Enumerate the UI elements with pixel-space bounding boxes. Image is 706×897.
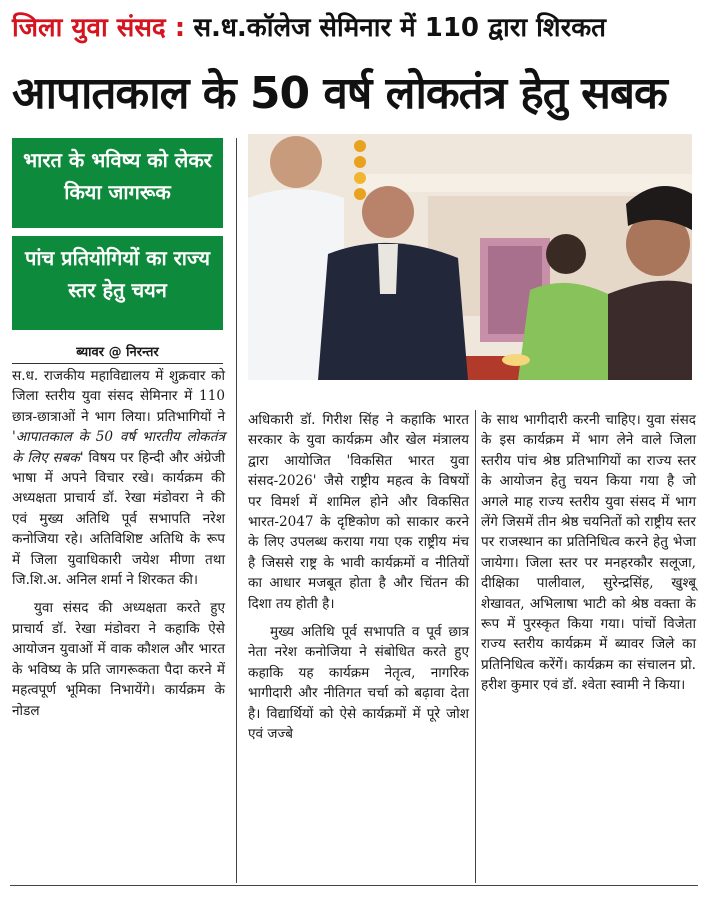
news-photo [248,134,692,380]
byline: ब्यावर @ निरन्तर [12,342,223,364]
column-rule-1 [236,138,237,883]
article-column-2 [248,410,469,890]
paragraph: युवा संसद की अध्यक्षता करते हुए प्राचार्य डॉ. रेखा मंडोवरा ने कहाकि ऐसे आयोजन युवाओं में वाक कौशल और भारत के भविष्य के प्रति जागरूकता पैदा करने में महत्वपूर्ण भूमिका निभायेंगे। कार्यक्रम के नोडल [12,600,225,719]
paragraph: अधिकारी डॉ. गिरीश सिंह ने कहाकि भारत सरकार के युवा कार्यक्रम और खेल मंत्रालय द्वारा आयोजित 'विकसित भारत युवा संसद-2026' जैसे राष्ट्रीय महत्व के विषयों पर विमर्श में शामिल होने और विकसित भारत-2047 के दृष्टिकोण को साकार करने के लिए उपलब्ध कराया गया एक राष्ट्रीय मंच है जिससे राष्ट्र के भावी कार्यक्रमों व नीतियों का आधार मजबूत होता है और चिंतन की दिशा तय होती है। [248,412,469,612]
kicker-section-label: जिला युवा संसद : [12,13,186,43]
paragraph: मुख्य अतिथि पूर्व सभापति व पूर्व छात्र नेता नरेश कनोजिया ने संबोधित करते हुए कहाकि यह कार्यक्रम नेतृत्व, नागरिक भागीदारी और नीतिगत चर्चा को बढ़ावा देता है। विद्यार्थियों को ऐसे कार्यक्रमों में पूरे जोश एवं जज्बे [248,624,469,743]
subhead-box-2: पांच प्रतियोगियों का राज्य स्तर हेतु चयन [12,236,223,330]
photo-illustration [248,134,692,380]
article-column-1 [12,366,225,886]
headline: आपातकाल के 50 वर्ष लोकतंत्र हेतु सबक [12,68,667,119]
kicker-text: स.ध.कॉलेज सेमिनार में 110 द्वारा शिरकत [193,13,607,43]
column-rule-2 [475,410,476,883]
paragraph: स.ध. राजकीय महाविद्यालय में शुक्रवार को जिला स्तरीय युवा संसद सेमिनार में 110 छात्र-छात्राओं ने भाग लिया। प्रतिभागियों ने 'आपातकाल के 50 वर्ष भारतीय लोकतंत्र के लिए सबक' विषय पर हिन्दी और अंग्रेजी भाषा में अपने विचार रखे। कार्यक्रम की अध्यक्षता प्राचार्य डॉ. रेखा मंडोवरा ने की एवं मुख्य अतिथि पूर्व सभापति नरेश कनोजिया रहे। अतिविशिष्ट अतिथि के रूप में जिला युवाधिकारी जयेश मीणा तथा जि.शि.अ. अनिल शर्मा ने शिरकत की। [12,368,226,589]
bottom-rule [10,885,698,886]
subhead-box-1: भारत के भविष्य को लेकर किया जागरूक [12,138,223,228]
article-column-3 [481,410,696,890]
seminar-topic: 'आपातकाल के 50 वर्ष भारतीय लोकतंत्र के लिए सबक' [12,429,225,466]
paragraph: के साथ भागीदारी करनी चाहिए। युवा संसद के इस कार्यक्रम में भाग लेने वाले जिला स्तरीय पांच श्रेष्ठ प्रतिभागियों का राज्य स्तर के आयोजन हेतु चयन किया गया है जो अगले माह राज्य स्तरीय युवा संसद में भाग लेंगे जिसमें तीन श्रेष्ठ चयनितों को राष्ट्रीय स्तर पर राजस्थान का प्रतिनिधित्व करने हेतु भेजा जायेगा। जिला स्तर पर मनहरकौर सलूजा, दीक्षिका पालीवाल, सुरेन्द्रसिंह, खुश्बू शेखावत, अभिलाषा भाटी को श्रेष्ठ वक्ता के रूप में पुरस्कृत किया गया। पांचों विजेता राज्य स्तरीय कार्यक्रम में ब्यावर जिले का प्रतिनिधित्व करेंगें। कार्यक्रम का संचालन प्रो. हरीश कुमार एवं डॉ. श्वेता स्वामी ने किया। [481,412,696,694]
kicker [12,8,698,48]
